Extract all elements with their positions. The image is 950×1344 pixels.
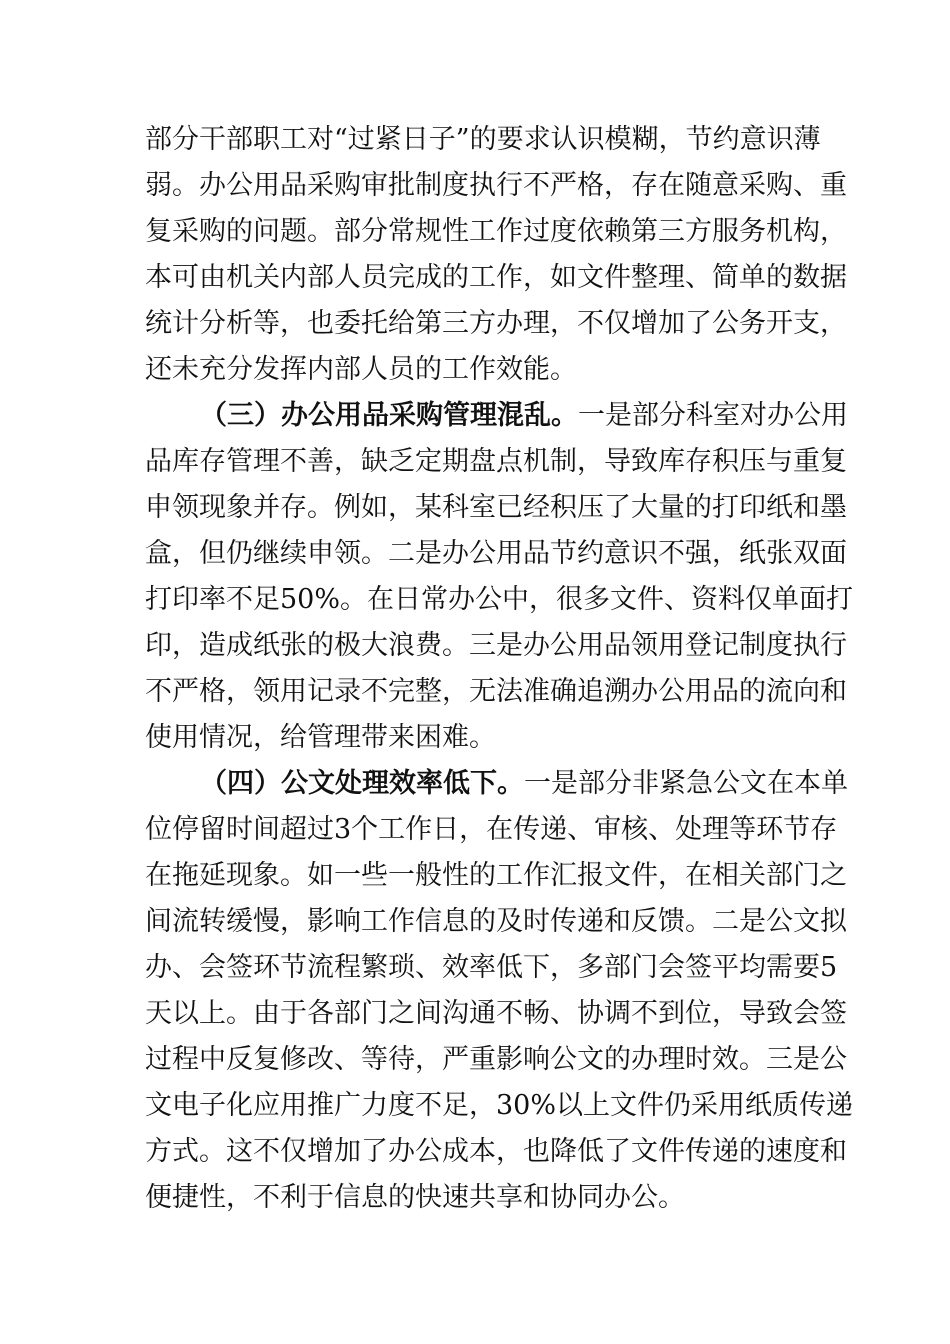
paragraph-line: 复采购的问题。部分常规性工作过度依赖第三方服务机构，: [145, 216, 847, 247]
paragraph-line: 统计分析等，也委托给第三方办理，不仅增加了公务开支，: [145, 308, 847, 339]
paragraph-line: 使用情况，给管理带来困难。: [145, 722, 496, 753]
paragraph-line: 品库存管理不善，缺乏定期盘点机制，导致库存积压与重复: [145, 446, 847, 477]
paragraph-line: 印，造成纸张的极大浪费。三是办公用品领用登记制度执行: [145, 630, 847, 661]
paragraph-line: 文电子化应用推广力度不足，30%以上文件仍采用纸质传递: [145, 1090, 854, 1121]
paragraph-line: 打印率不足50%。在日常办公中，很多文件、资料仅单面打: [145, 584, 854, 615]
paragraph-line: 办、会签环节流程繁琐、效率低下，多部门会签平均需要5: [145, 952, 838, 983]
paragraph-line: 弱。办公用品采购审批制度执行不严格，存在随意采购、重: [145, 170, 847, 201]
paragraph-line: 不严格，领用记录不完整，无法准确追溯办公用品的流向和: [145, 676, 847, 707]
paragraph-line: 间流转缓慢，影响工作信息的及时传递和反馈。二是公文拟: [145, 906, 847, 937]
section-heading-line: （三）办公用品采购管理混乱。一是部分科室对办公用: [200, 400, 848, 431]
paragraph-line: 在拖延现象。如一些一般性的工作汇报文件，在相关部门之: [145, 860, 847, 891]
paragraph-line: 天以上。由于各部门之间沟通不畅、协调不到位，导致会签: [145, 998, 847, 1029]
paragraph-line: 申领现象并存。例如，某科室已经积压了大量的打印纸和墨: [145, 492, 847, 523]
section-heading: （三）办公用品采购管理混乱。: [200, 400, 578, 431]
paragraph-line: 盒，但仍继续申领。二是办公用品节约意识不强，纸张双面: [145, 538, 847, 569]
section-heading: （四）公文处理效率低下。: [200, 768, 524, 799]
paragraph-line: 位停留时间超过3个工作日，在传递、审核、处理等环节存: [145, 814, 838, 845]
paragraph-line: 便捷性，不利于信息的快速共享和协同办公。: [145, 1182, 685, 1213]
paragraph-line: 本可由机关内部人员完成的工作，如文件整理、简单的数据: [145, 262, 847, 293]
paragraph-line: 还未充分发挥内部人员的工作效能。: [145, 354, 577, 385]
paragraph-line: 方式。这不仅增加了办公成本，也降低了文件传递的速度和: [145, 1136, 847, 1167]
section-heading-line: （四）公文处理效率低下。一是部分非紧急公文在本单: [200, 768, 848, 799]
paragraph-line: 部分干部职工对“过紧日子”的要求认识模糊，节约意识薄: [145, 124, 821, 155]
paragraph-line: 过程中反复修改、等待，严重影响公文的办理时效。三是公: [145, 1044, 847, 1075]
